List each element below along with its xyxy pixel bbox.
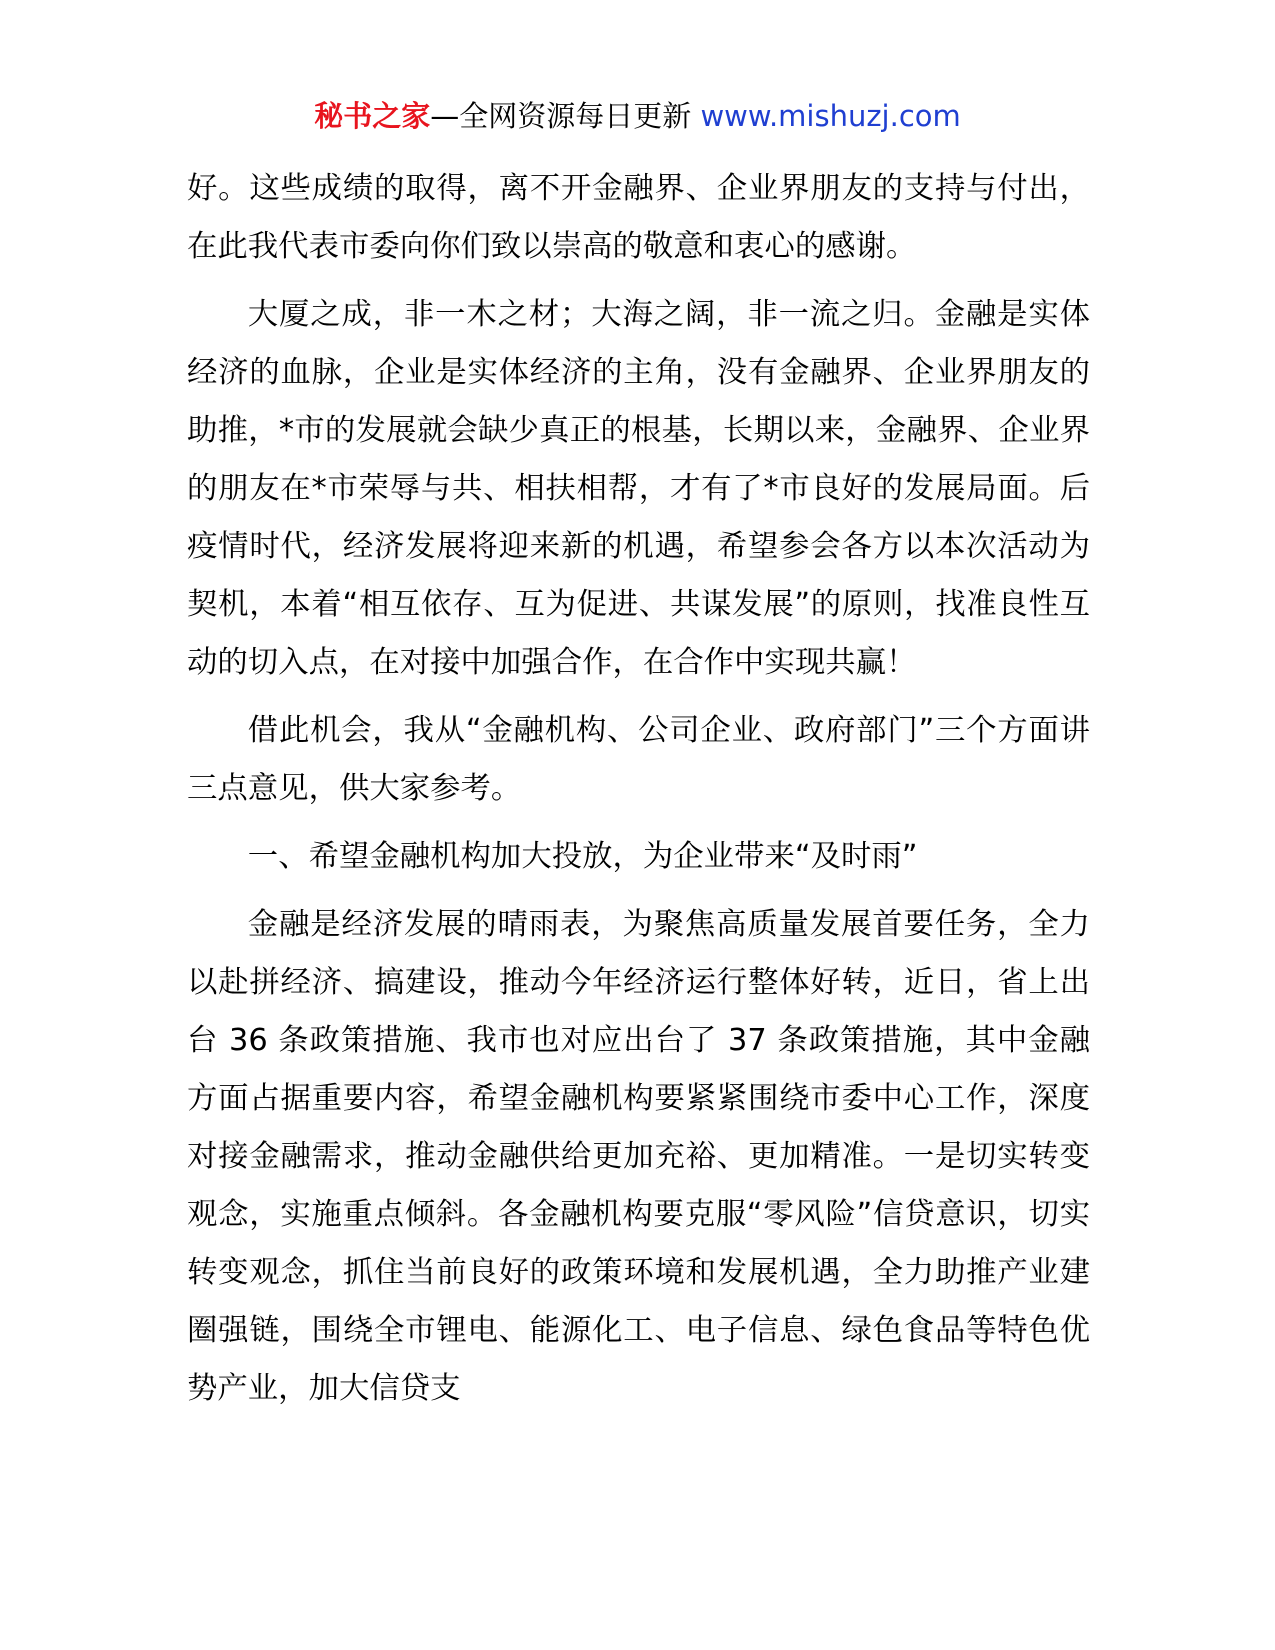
site-brand: 秘书之家 xyxy=(314,99,431,133)
document-body xyxy=(187,160,1090,1428)
section-heading-1: 一、希望金融机构加大投放，为企业带来“及时雨” xyxy=(247,839,918,874)
site-url-link[interactable]: www.mishuzj.com xyxy=(700,99,961,133)
paragraph-4: 金融是经济发展的晴雨表，为聚焦高质量发展首要任务，全力以赴拼经济、搞建设，推动今年经济运行整体好转，近日，省上出台 36 条政策措施、我市也对应出台了 37 条政策措施，其中金融方面占据重要内容，希望金融机构要紧紧围绕市委中心工作，深度对接金融需求，推动金融供给更加充裕、更加精准。一是切实转变观念，实施重点倾斜。各金融机构要克服“零风险”信贷意识，切实转变观念，抓住当前良好的政策环境和发展机遇，全力助推产业建圈强链，围绕全市锂电、能源化工、电子信息、绿色食品等特色优势产业，加大信贷支 xyxy=(187,907,1090,1406)
paragraph-1: 好。这些成绩的取得，离不开金融界、企业界朋友的支持与付出，在此我代表市委向你们致以崇高的敬意和衷心的感谢。 xyxy=(187,171,1090,264)
site-tagline: —全网资源每日更新 xyxy=(430,99,701,133)
paragraph-2: 大厦之成，非一木之材；大海之阔，非一流之归。金融是实体经济的血脉，企业是实体经济的主角，没有金融界、企业界朋友的助推，*市的发展就会缺少真正的根基，长期以来，金融界、企业界的朋友在*市荣辱与共、相扶相帮，才有了*市良好的发展局面。后疫情时代，经济发展将迎来新的机遇，希望参会各方以本次活动为契机，本着“相互依存、互为促进、共谋发展”的原则，找准良性互动的切入点，在对接中加强合作，在合作中实现共赢！ xyxy=(187,297,1090,680)
paragraph-3: 借此机会，我从“金融机构、公司企业、政府部门”三个方面讲三点意见，供大家参考。 xyxy=(187,713,1090,806)
page-header xyxy=(0,98,1275,134)
